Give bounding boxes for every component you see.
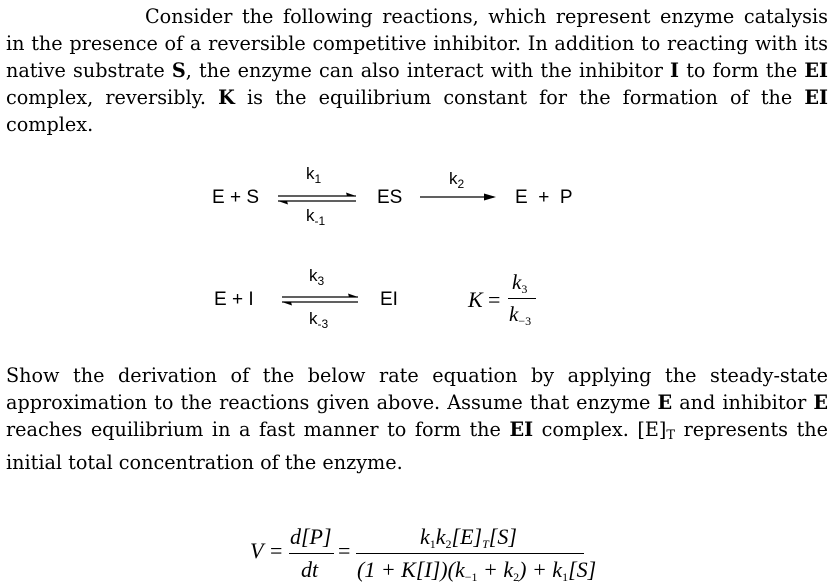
task-paragraph [6, 362, 828, 476]
ei-symbol: EI [804, 86, 828, 109]
rate-constant-k3: $k_3$ [309, 266, 325, 288]
total-subscript: T [666, 428, 676, 443]
rate-constant-k-minus3: $k_{-3}$ [309, 309, 329, 331]
derivative-denominator: dt [301, 557, 319, 582]
intro-text: complex. [6, 113, 94, 136]
intro-text: Consider the following reactions, which represent enzyme catalysis in the presence of a reversible competitive inhibitor. In addition to reacting with its native substrate [6, 5, 828, 82]
equals-sign: = [338, 538, 351, 563]
rate-constant-k2: $k_2$ [449, 169, 465, 191]
complex-ei: EI [380, 289, 398, 310]
forward-arrow-icon [420, 192, 498, 202]
reactants-e-s: E + S [212, 187, 259, 208]
intro-paragraph [6, 3, 828, 138]
rate-symbol-v: V [250, 538, 264, 563]
enzyme-symbol: E [657, 391, 673, 414]
rate-constant-k1: $k_1$ [306, 164, 322, 186]
rate-numerator: $k_1k_2[E]_T[S]$ [420, 524, 517, 551]
substrate-symbol: S [171, 59, 186, 82]
equilibrium-arrow-icon [280, 293, 360, 307]
equilibrium-arrow-icon [276, 192, 358, 206]
intro-text: , the enzyme can also interact with the inhibitor [185, 59, 671, 82]
rate-denominator: $(1 + K[I])(k_{-1} + k_2) + k_1[S]$ [357, 557, 597, 584]
inhibitor-symbol: I [670, 59, 680, 82]
intro-text: is the equilibrium constant for the formation of the [234, 86, 805, 109]
task-text: represents the initial total concentration of the enzyme. [6, 418, 829, 474]
task-text: reaches equilibrium in a fast manner to form the [6, 418, 510, 441]
products-e-p: E + P [515, 187, 573, 208]
ei-symbol: EI [804, 59, 829, 82]
equals-sign: = [270, 538, 283, 563]
equilibrium-constant-symbol: K [218, 86, 235, 109]
fraction-bar [356, 553, 584, 554]
fraction-bar [508, 298, 536, 299]
task-text: Show the derivation of the below rate equation by applying the steady-state approximation to the reactions given above. Assume that enzyme [6, 364, 828, 414]
k-ratio-numerator: $k_3$ [512, 270, 528, 296]
ei-symbol: EI [509, 418, 534, 441]
intro-text: complex, reversibly. [6, 86, 219, 109]
inhibitor-symbol: E [813, 391, 828, 414]
derivative-numerator: d[P] [290, 524, 332, 549]
k-ratio-denominator: $k_{-3}$ [509, 302, 532, 328]
task-text: and inhibitor [672, 391, 814, 414]
complex-es: ES [377, 187, 403, 208]
task-text: complex. [E] [533, 418, 667, 441]
intro-text: to form the [679, 59, 805, 82]
reactants-e-i: E + I [214, 289, 254, 310]
equals-sign: = [488, 287, 501, 312]
equilibrium-constant-K: K [468, 287, 483, 312]
rate-constant-k-minus1: $k_{-1}$ [306, 206, 326, 228]
fraction-bar [289, 553, 334, 554]
